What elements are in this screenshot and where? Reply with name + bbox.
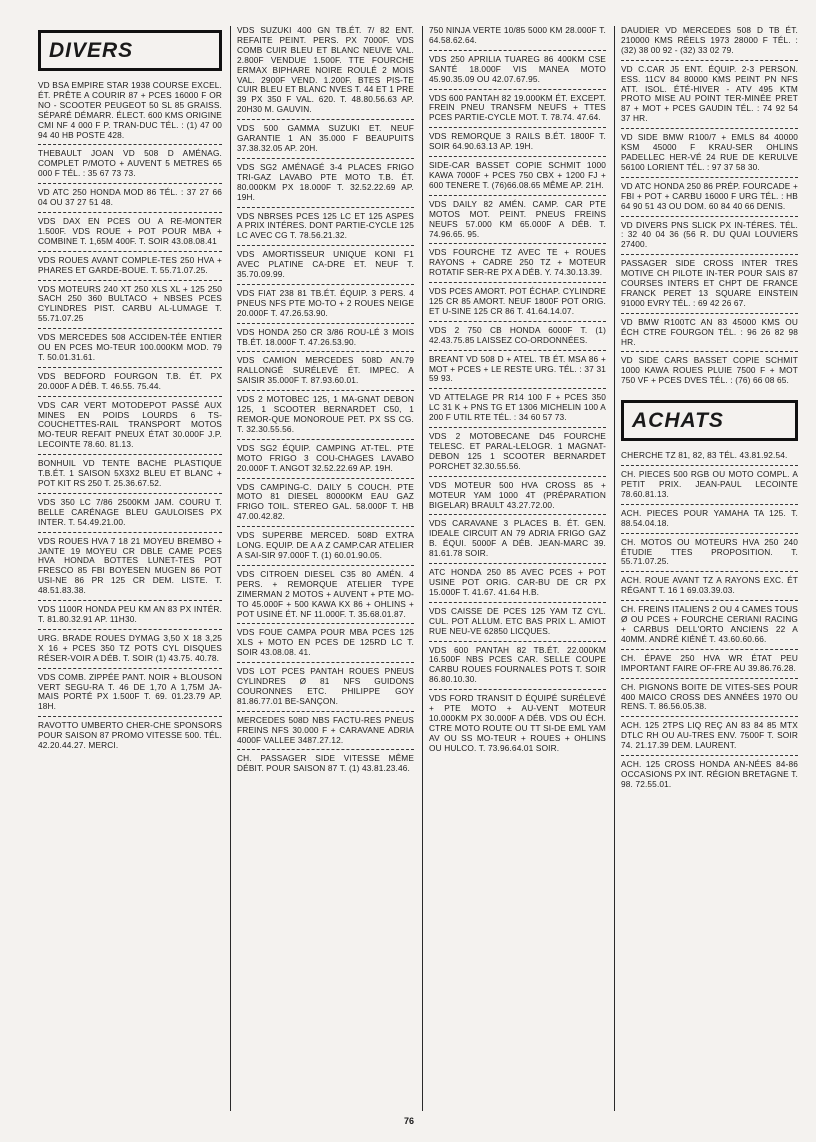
classified-ad: VDS FOURCHE TZ AVEC TE + ROUES RAYONS + CADRE 250 TZ + MOTEUR ROTATIF SER-RE PX A DÉB. Y. 74.30.13.39. bbox=[429, 248, 606, 283]
classified-ad: CH. PIGNONS BOITE DE VITES-SES POUR 400 MAICO CROSS DES ANNÉES 1970 OU RENS. T. 86.56.05.38. bbox=[621, 683, 798, 718]
classified-ad: VDS CAMPING-C. DAILY 5 COUCH. PTE MOTO 81 DIESEL 80000KM EAU GAZ FRIGO TOIL. STEREO GAL. 58.000F T. HB 47.00.42.82. bbox=[237, 483, 414, 528]
classified-ad: VDS BEDFORD FOURGON T.B. ÉT. PX 20.000F A DÉB. T. 46.55. 75.44. bbox=[38, 372, 222, 397]
classified-ad: VDS SG2 AMÉNAGÉ 3-4 PLACES FRIGO TRI-GAZ LAVABO PTE MOTO T.B. ÉT. 80.000KM PX 18.000F T. 32.52.22.69 AP. 19H. bbox=[237, 163, 414, 208]
column-2 bbox=[230, 25, 417, 1111]
classified-ad: VDS 2 750 CB HONDA 6000F T. (1) 42.43.75.85 LAISSEZ CO-ORDONNÉES. bbox=[429, 326, 606, 351]
classified-ad: ACH. ROUE AVANT TZ A RAYONS EXC. ÉT RÉGANT T. 16 1 69.03.39.03. bbox=[621, 576, 798, 601]
section-heading-achats: ACHATS bbox=[621, 400, 798, 441]
classified-ad: ACH. PIECES POUR YAMAHA TA 125. T. 88.54.04.18. bbox=[621, 509, 798, 534]
ad-list bbox=[429, 25, 609, 762]
classified-ad: URG. BRADE ROUES DYMAG 3,50 X 18 3,25 X 16 + PCES 350 TZ POTS CYL DISQUES RÉSER-VOIR A DÉB. T. SOIR (1) 43.75. 40.78. bbox=[38, 634, 222, 669]
classified-ad: VDS 350 LC 7/86 2500KM JAM. COURU T. BELLE CARÉNAGE BLEU GAULOISES PX INTER. T. 54.49.21.00. bbox=[38, 498, 222, 533]
classified-ad: VD ATC 250 HONDA MOD 86 TÉL. : 37 27 66 04 OU 37 27 51 48. bbox=[38, 188, 222, 213]
classified-ad: VDS 600 PANTAH 82 TB.ÉT. 22.000KM 16.500F NBS PCES CAR. SELLE COUPE CARBU ROUES FOURNALES POTS T. SOIR 86.80.10.30. bbox=[429, 646, 606, 691]
classified-ad: VDS CITROEN DIESEL C35 80 AMÉN. 4 PERS. + REMORQUE ATELIER TYPE ZIMERMAN 2 MOTOS + AUVENT + PTE MO-TO 45.000F + 500 KAWA KX 86 + OHLINS + POT USINE ÉT. NF 11.000F. T. 35.68.01.87. bbox=[237, 570, 414, 625]
ad-list bbox=[237, 25, 417, 782]
page-number: 76 bbox=[404, 1116, 415, 1126]
classified-ad: VD ATTELAGE PR R14 100 F + PCES 350 LC 31 K + PNS TG ET 1306 MICHELIN 100 A 200 F UTIL RTE TÉL. : 34 60 57 73. bbox=[429, 393, 606, 428]
classified-ad: VDS FORD TRANSIT D ÉQUIPÉ SURÉLEVÉ + PTE MOTO + AU-VENT MOTEUR 10.000KM PX 30.000F A DÉB. VDS OU ÉCH. CTRE MOTO ROUTE OU TT SI-DE EML YAM AV OU SS MO-TEUR + ROUES + OHLINS OU HULCO. T. 73.96.64.01 SOIR. bbox=[429, 693, 609, 753]
classified-ad: CH. MOTOS OU MOTEURS HVA 250 240 ÉTUDIE TTES PROPOSITION. T. 55.71.07.25. bbox=[621, 538, 798, 573]
ad-list bbox=[621, 25, 801, 394]
classified-ad: VD BSA EMPIRE STAR 1938 COURSE EXCEL. ÉT. PRÊTE A COURIR 87 + PCES 16000 F OR NO - SCOOTER PEUGEOT 50 SL 85 GRAISS. SÉPARÉ DÉMARR. ÉLECT. 600 KMS ORIGINE CMI NF 4 000 F P. TRAN-DUC TÉL. : (1) 47 00 94 40 HB POSTE 428. bbox=[38, 81, 222, 145]
classified-ad: VDS 2 MOTOBECANE D45 FOURCHE TELESC. ET PARAL-LELOGR. 1 MAGNAT-DEBON 125 1 SCOOTER BERNARDET PORCHET 32.30.55.56. bbox=[429, 432, 606, 477]
classified-ad: VDS REMORQUE 3 RAILS B.ÉT. 1800F T. SOIR 64.90.63.13 AP. 19H. bbox=[429, 132, 606, 157]
column-1 bbox=[38, 26, 225, 1111]
classified-ad: VDS COMB. ZIPPÉE PANT. NOIR + BLOUSON VERT SEGU-RA T. 46 DE 1,70 A 1,75M JA-MAIS PORTÉ PX 1.500F T. 69. 01.23.79 AP. 18H. bbox=[38, 673, 222, 718]
classified-ad: THEBAULT JOAN VD 508 D AMÉNAG. COMPLET P/MOTO + AUVENT 5 METRES 65 000 F TÉL. : 35 67 73 73. bbox=[38, 149, 222, 184]
classified-ad: VDS FIAT 238 81 TB.ÉT. ÉQUIP. 3 PERS. 4 PNEUS NFS PTE MO-TO + 2 ROUES NEIGE 20.000F T. 47.26.53.90. bbox=[237, 289, 414, 324]
ad-list bbox=[38, 80, 225, 759]
classified-ad: CH. PASSAGER SIDE VITESSE MÊME DÉBIT. POUR SAISON 87 T. (1) 43.81.23.46. bbox=[237, 753, 417, 774]
classified-ad: VDS MOTEUR 500 HVA CROSS 85 + MOTEUR YAM 1000 4T (PRÉPARATION BIGELAR) BRAULT 43.27.72.00. bbox=[429, 481, 606, 516]
classified-ad: 750 NINJA VERTE 10/85 5000 KM 28.000F T. 64.58.62.64. bbox=[429, 26, 606, 51]
classified-ad: VD SIDE BMW R100/7 + EMLS 84 40000 KSM 45000 F KRAU-SER OHLINS PADELLEC HER-VÉ 24 RUE DE KERULVE 56100 LORIENT TÉL. : 97 37 58 30. bbox=[621, 133, 798, 178]
classified-ad: VD DIVERS PNS SLICK PX IN-TÉRES. TÉL. : 32 40 04 36 (56 R. DU QUAI LOUVIERS 27400. bbox=[621, 221, 798, 256]
ad-list bbox=[621, 450, 801, 798]
classified-ad: CHERCHE TZ 81, 82, 83 TÉL. 43.81.92.54. bbox=[621, 451, 798, 466]
classified-ad: ACH. 125 2TPS LIQ REÇ AN 83 84 85 MTX DTLC RH OU AU-TRES ENV. 7500F T. SOIR 74. 21.17.39 DEM. LAURENT. bbox=[621, 721, 798, 756]
classified-ad: VDS LOT PCES PANTAH ROUES PNEUS CYLINDRES Ø 81 NFS GUIDONS COURONNES ETC. PHILIPPE GOY 81.86.77.01 BE-SANÇON. bbox=[237, 667, 414, 712]
classified-ad: RAVOTTO UMBERTO CHER-CHE SPONSORS POUR SAISON 87 PROMO VITESSE 500. TÉL. 42.20.44.27. MERCI. bbox=[38, 720, 225, 751]
classified-ad: CH. PIECES 500 RGB OU MOTO COMPL. A PETIT PRIX. JEAN-PAUL LECOINTE 78.60.81.13. bbox=[621, 470, 798, 505]
classified-ad: ATC HONDA 250 85 AVEC PCES + POT USINE POT ORIG. CAR-BU DE CR PX 15.000F T. 41.67. 41.64 H.B. bbox=[429, 568, 606, 603]
classified-ad: CH. ÉPAVE 250 HVA WR ÉTAT PEU IMPORTANT FAIRE OF-FRE AU 39.86.76.28. bbox=[621, 654, 798, 679]
classified-ad: VD ATC HONDA 250 86 PRÉP. FOURCADE + FBI + POT + CARBU 16000 F URG TÉL. : HB 64 90 51 43 OU DOM. 60 84 40 66 DENIS. bbox=[621, 182, 798, 217]
classified-ad: VD SIDE CARS BASSET COPIE SCHMIT 1000 KAWA ROUES PLUIE 7500 F + MOT 750 VF + PCES DVES TÉL. : (76) 66 08 65. bbox=[621, 355, 801, 386]
classified-ad: VDS 1100R HONDA PEU KM AN 83 PX INTÉR. T. 81.80.32.91 AP. 11H30. bbox=[38, 605, 222, 630]
section-heading-divers: DIVERS bbox=[38, 30, 222, 71]
classified-ad: CH. FREINS ITALIENS 2 OU 4 CAMES TOUS Ø OU PCES + FOURCHE CERIANI RACING + CARBUS DELL'ORTO ANCIENS 22 A 40MM. ANDRÉ KIÉNÉ T. 43.60.60.66. bbox=[621, 605, 798, 650]
classified-ad: VDS CARAVANE 3 PLACES B. ÉT. GEN. IDEALE CIRCUIT AN 79 ADRIA FRIGO GAZ B. ÉQUI. 5000F A DÉB. JEAN-MARC 39. 81.61.78 SOIR. bbox=[429, 519, 606, 564]
classified-ad: SIDE-CAR BASSET COPIE SCHMIT 1000 KAWA 7000F + PCES 750 CBX + 1200 FJ + 600 TENERE T. (76)66.08.65 MÊME AP. 21H. bbox=[429, 161, 606, 196]
classifieds-page bbox=[38, 25, 801, 1111]
classified-ad: VDS CAISSE DE PCES 125 YAM TZ CYL. CUL. POT ALLUM. ETC BAS PRIX L. AMIOT RUE NEU-VE 62850 LICQUES. bbox=[429, 607, 606, 642]
classified-ad: VDS 600 PANTAH 82 19.000KM ÉT. EXCEPT. FREIN PNEU TRANSFM NEUFS + TTES PCES PARTIE-CYCLE MOT. T. 78.74. 47.64. bbox=[429, 94, 606, 129]
classified-ad: DAUDIER VD MERCEDES 508 D TB ÉT. 210000 KMS RÉELS 1973 28000 F TÉL. : (32) 38 00 92 - (32) 33 02 79. bbox=[621, 26, 798, 61]
classified-ad: VDS SUZUKI 400 GN TB.ÉT. 7/ 82 ENT. REFAITE PEINT. PERS. PX 7000F. VDS COMB CUIR BLEU ET BLANC NEUVE VAL. 2.800F VENDUE 1.500F. TTE FOURCHE ERMAX BIPHARE NOIRE ROULÉ 2 MOIS VAL. 2900F VEND. 1.200F. BTES PIS-TE CUIR BLEU ET BLANC NVES T. 44 ET 1 PRE 39 PX 350 F VAL. 620. T. 48.80.56.63 AP. 20H30 M. GAUVIN. bbox=[237, 26, 414, 120]
classified-ad: VDS 2 MOTOBEC 125, 1 MA-GNAT DEBON 125, 1 SCOOTER BERNARDET C50, 1 REMOR-QUE MONOROUE PET. PX SS CG. T. 32.30.55.56. bbox=[237, 395, 414, 440]
classified-ad: ACH. 125 CROSS HONDA AN-NÉES 84-86 OCCASIONS PX INT. RÉGION BRETAGNE T. 98. 72.55.01. bbox=[621, 759, 801, 789]
column-3 bbox=[422, 25, 609, 1111]
classified-ad: VDS 500 GAMMA SUZUKI ET. NEUF GARANTIE 1 AN 35.000 F BEAUPUITS 37.38.32.05 AP. 20H. bbox=[237, 124, 414, 159]
classified-ad: VDS SG2 ÉQUIP. CAMPING AT-TEL. PTE MOTO FRIGO 3 COU-CHAGES LAVABO 20.000F T. ANGOT 32.52.22.69 AP. 19H. bbox=[237, 444, 414, 479]
classified-ad: VDS DAX EN PCES OU A RE-MONTER 1.500F. VDS ROUE + POT POUR MBA + COMBINE T. 1,65M 400F. T. SOIR 43.08.08.41 bbox=[38, 217, 222, 252]
classified-ad: VDS NBRSES PCES 125 LC ET 125 ASPES A PRIX INTÉRES. DONT PARTIE-CYCLE 125 LC AVEC CG T. 78.56.21.32. bbox=[237, 212, 414, 247]
classified-ad: MERCEDES 508D NBS FACTU-RES PNEUS FREINS NFS 30.000 F + CARAVANE ADRIA 4000F VALLEE 3487.27.12. bbox=[237, 716, 414, 751]
classified-ad: VDS ROUES AVANT COMPLE-TES 250 HVA + PHARES ET GARDE-BOUE. T. 55.71.07.25. bbox=[38, 256, 222, 281]
classified-ad: BREANT VD 508 D + ATEL. TB ÉT. MSA 86 + MOT + PCES + LE RESTE URG. TÉL. : 37 31 59 93. bbox=[429, 355, 606, 390]
column-4 bbox=[614, 25, 801, 1111]
classified-ad: VDS CAMION MERCEDES 508D AN.79 RALLONGÉ SURÉLEVÉ ÉT. IMPEC. A SAISIR 35.000F T. 87.93.60.01. bbox=[237, 356, 414, 391]
classified-ad: VD BMW R100TC AN 83 45000 KMS OU ÉCH CTRE FOURGON TÉL. : 96 26 82 98 HR. bbox=[621, 318, 798, 353]
classified-ad: VD C.CAR J5 ENT. ÉQUIP. 2-3 PERSON. ESS. 11CV 84 80000 KMS PEINT PN NFS ATT. ISOL. ÉTÉ-HIVER - ATV 495 KTM PROTO MISE AU POINT TER-MINÉE PRET 87 + MOT + PCES GAUDIN TÉL. : 74 92 54 37 HR. bbox=[621, 65, 798, 129]
classified-ad: VDS HONDA 250 CR 3/86 ROU-LÉ 3 MOIS TB.ÉT. 18.000F T. 47.26.53.90. bbox=[237, 328, 414, 353]
classified-ad: VDS PCES AMORT. POT ÉCHAP. CYLINDRE 125 CR 85 AMORT. NEUF 1800F POT ORIG. ET U-SINE 125 CR 86 T. 41.64.14.07. bbox=[429, 287, 606, 322]
classified-ad: VDS 250 APRILIA TUAREG 86 400KM CSE SANTÉ 18.000F VIS MANEA MOTO 45.90.35.09 OU 42.07.67.95. bbox=[429, 55, 606, 90]
classified-ad: VDS MOTEURS 240 XT 250 XLS XL + 125 250 SACH 250 360 BULTACO + NBSES PCES CYLINDRES PIST. CARBU AL-LUMAGE T. 55.71.07.25 bbox=[38, 285, 222, 330]
classified-ad: VDS FOUE CAMPA POUR MBA PCES 125 XLS + MOTO EN PCES DE 125RD LC T. SOIR 43.08.08. 41. bbox=[237, 628, 414, 663]
classified-ad: VDS SUPERBE MERCED. 508D EXTRA LONG. EQUIP. DE A A Z CAMP.CAR ATELIER A SAI-SIR 97.000F T. (1) 60.01.90.05. bbox=[237, 531, 414, 566]
classified-ad: PASSAGER SIDE CROSS INTER TRES MOTIVE CH PILOTE IN-TER POUR SAIS 87 COURSES INTERS ET CHPT DE FRANCE FRANCK PERET 13 SQUARE EINSTEIN 91000 EVRY TÉL. : 69 42 26 67. bbox=[621, 259, 798, 314]
classified-ad: VDS AMORTISSEUR UNIQUE KONI F1 AVEC PLATINE CA-DRE ET. NEUF T. 35.70.09.99. bbox=[237, 250, 414, 285]
classified-ad: VDS ROUES HVA 7 18 21 MOYEU BREMBO + JANTE 19 MOYEU CR DBLE CAME PCES HVA HONDA BOTTES LUNET-TES POT FRESCO 85 FBI BOYESEN MUGEN 86 POT USI-NE 86 PR 125 CR DEM. LISTE. T. 48.51.83.38. bbox=[38, 537, 222, 601]
classified-ad: BONHUIL VD TENTE BACHE PLASTIQUE T.B.ÉT. 1 SAISON 5X3X2 BLEU ET BLANC + POT KIT RS 250 T. 25.36.67.52. bbox=[38, 459, 222, 494]
classified-ad: VDS DAILY 82 AMÉN. CAMP. CAR PTE MOTOS MOT. PEINT. PNEUS FREINS NEUFS 57.000 KM 65.000F A DÉB. T. 74.96.65. 95. bbox=[429, 200, 606, 245]
classified-ad: VDS CAR VERT MOTODEPOT PASSÉ AUX MINES EN POIDS LOURDS 6 TS-COUCHETTES-RAIL TRANSPORT MOTOS MO-TEUR REFAIT PNEUX ÉTAT 30.000F J.P. LECOINTE 78.60. 81.13. bbox=[38, 401, 222, 456]
classified-ad: VDS MERCEDES 508 ACCIDEN-TÉE ENTIER OU EN PCES MO-TEUR 100.000KM MOD. 79 T. 50.01.31.61. bbox=[38, 333, 222, 368]
